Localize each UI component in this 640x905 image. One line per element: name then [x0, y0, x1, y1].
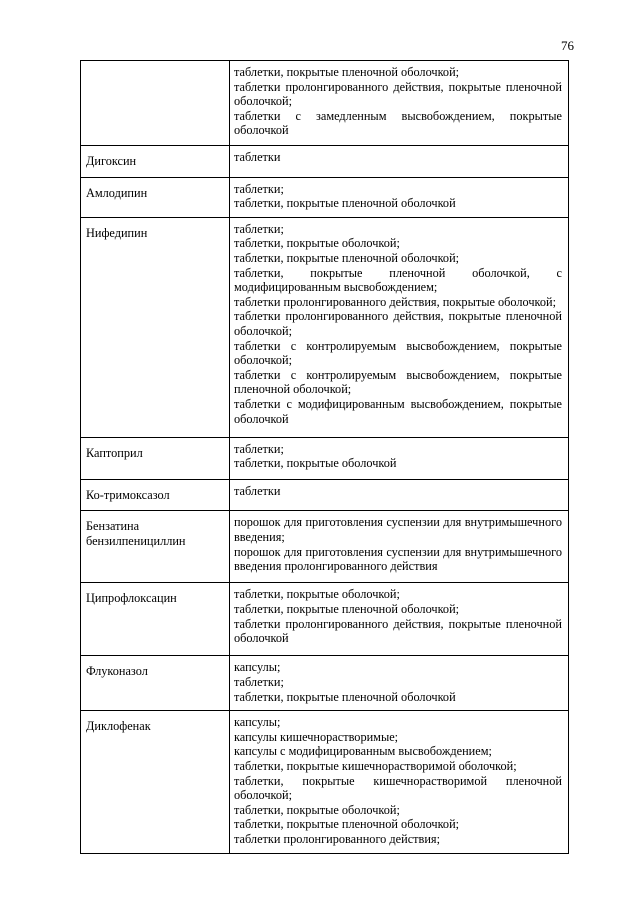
dosage-form: таблетки с контролируемым высвобождением, покрытые пленочной оболочкой; [234, 367, 562, 397]
dosage-form: таблетки [234, 483, 281, 498]
dosage-forms-cell [230, 511, 569, 583]
drug-name-cell: Каптоприл [81, 437, 230, 479]
dosage-forms-cell [230, 437, 569, 479]
dosage-form: таблетки пролонгированного действия, покрытые пленочной оболочкой; [234, 79, 562, 109]
dosage-form: таблетки; [234, 181, 284, 196]
dosage-form: таблетки, покрытые оболочкой; [234, 587, 400, 602]
dosage-form: порошок для приготовления суспензии для внутримышечного введения пролонгированного действия [234, 544, 562, 574]
dosage-forms-cell [230, 656, 569, 711]
table-row [81, 511, 569, 583]
dosage-form: таблетки с контролируемым высвобождением, покрытые оболочкой; [234, 338, 562, 368]
table-row [81, 437, 569, 479]
dosage-form: капсулы кишечнорастворимые; [234, 729, 399, 744]
table-row [81, 479, 569, 511]
dosage-forms-cell [230, 61, 569, 146]
dosage-form: таблетки, покрытые пленочной оболочкой; [234, 250, 460, 265]
table-row [81, 583, 569, 656]
dosage-form: таблетки; [234, 221, 284, 236]
drug-name-cell: Нифедипин [81, 217, 230, 437]
dosage-forms-cell [230, 711, 569, 853]
dosage-form: таблетки, покрытые пленочной оболочкой; [234, 601, 460, 616]
drug-name-cell: Бензатина бензилпенициллин [81, 511, 230, 583]
table-row [81, 656, 569, 711]
dosage-form: таблетки, покрытые пленочной оболочкой; [234, 65, 460, 79]
dosage-form: таблетки, покрытые пленочной оболочкой [234, 689, 456, 704]
dosage-forms-cell [230, 146, 569, 178]
dosage-form: таблетки с модифицированным высвобождением, покрытые оболочкой [234, 396, 562, 426]
table-row [81, 711, 569, 853]
dosage-form: таблетки, покрытые оболочкой; [234, 236, 400, 251]
dosage-form: капсулы; [234, 660, 281, 675]
dosage-form: капсулы; [234, 715, 281, 730]
drug-name-cell: Диклофенак [81, 711, 230, 853]
drug-name-cell: Ко-тримоксазол [81, 479, 230, 511]
table-row [81, 61, 569, 146]
dosage-form: таблетки, покрытые пленочной оболочкой, с модифицированным высвобождением; [234, 265, 562, 295]
dosage-form: таблетки; [234, 674, 284, 689]
dosage-form: таблетки пролонгированного действия; [234, 831, 440, 846]
dosage-forms-cell [230, 217, 569, 437]
table-row [81, 217, 569, 437]
dosage-form: порошок для приготовления суспензии для внутримышечного введения; [234, 515, 562, 544]
dosage-form: таблетки, покрытые кишечнорастворимой оболочкой; [234, 758, 517, 773]
dosage-form: таблетки, покрытые пленочной оболочкой [234, 196, 456, 211]
dosage-forms-cell [230, 177, 569, 217]
drug-name-cell [81, 61, 230, 146]
dosage-form: таблетки с замедленным высвобождением, покрытые оболочкой [234, 108, 562, 138]
table-row [81, 146, 569, 178]
drug-name-cell: Флуконазол [81, 656, 230, 711]
dosage-form: таблетки; [234, 441, 284, 456]
dosage-form: таблетки, покрытые кишечнорастворимой пленочной оболочкой; [234, 773, 562, 803]
dosage-form: таблетки пролонгированного действия, покрытые оболочкой; [234, 294, 557, 309]
table-row [81, 177, 569, 217]
dosage-form: таблетки пролонгированного действия, покрытые пленочной оболочкой [234, 616, 562, 646]
dosage-form: таблетки пролонгированного действия, покрытые пленочной оболочкой; [234, 309, 562, 338]
drug-name-cell: Амлодипин [81, 177, 230, 217]
drug-name-cell: Дигоксин [81, 146, 230, 178]
dosage-form: таблетки [234, 150, 281, 164]
drug-name-cell: Ципрофлоксацин [81, 583, 230, 656]
dosage-form: таблетки, покрытые оболочкой [234, 456, 397, 471]
dosage-form: таблетки, покрытые пленочной оболочкой; [234, 817, 460, 832]
dosage-form: таблетки, покрытые оболочкой; [234, 802, 400, 817]
dosage-form: капсулы с модифицированным высвобождением; [234, 744, 492, 759]
dosage-forms-cell [230, 479, 569, 511]
page-number: 76 [561, 38, 574, 53]
drug-forms-table [80, 60, 569, 854]
dosage-forms-cell [230, 583, 569, 656]
